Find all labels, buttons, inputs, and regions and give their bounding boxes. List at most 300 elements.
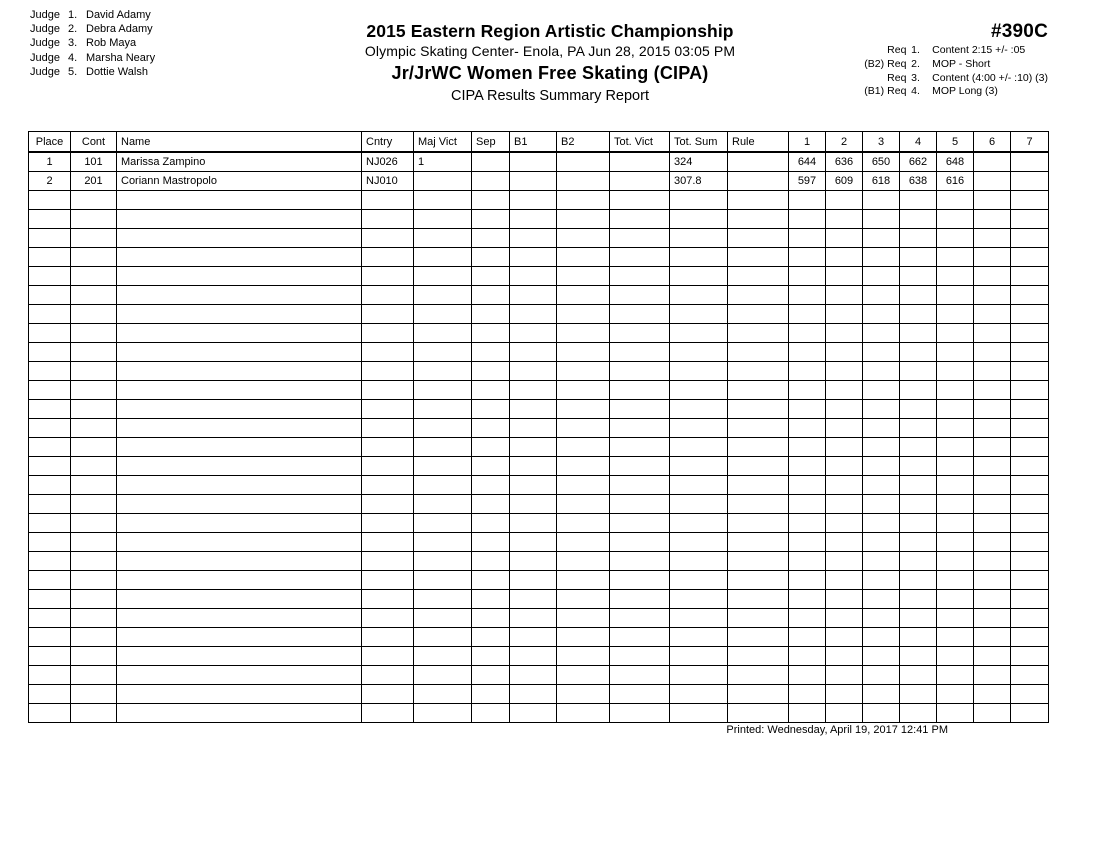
table-row-empty[interactable]: [29, 267, 1049, 286]
cell-tot_vict: [610, 704, 670, 723]
cell-name: [117, 647, 362, 666]
cell-cont: [71, 533, 117, 552]
judge-name: David Adamy: [86, 9, 151, 21]
cell-j6: [974, 362, 1011, 381]
cell-rule: [728, 400, 789, 419]
requirement-text: Content (4:00 +/- :10) (3): [932, 71, 1048, 84]
table-row-empty[interactable]: [29, 362, 1049, 381]
cell-cntry: [362, 533, 414, 552]
column-header-j7[interactable]: 7: [1011, 132, 1049, 153]
cell-j6: [974, 438, 1011, 457]
cell-j3: [863, 362, 900, 381]
cell-cntry: NJ010: [362, 172, 414, 191]
cell-j4: [900, 191, 937, 210]
cell-j1: [789, 609, 826, 628]
cell-j7: [1011, 704, 1049, 723]
cell-b2: [557, 362, 610, 381]
cell-j7: [1011, 438, 1049, 457]
cell-j5: [937, 495, 974, 514]
cell-place: [29, 571, 71, 590]
cell-maj_vict: [414, 267, 472, 286]
cell-j5: [937, 229, 974, 248]
column-header-sep[interactable]: Sep: [472, 132, 510, 153]
cell-tot_sum: [670, 685, 728, 704]
cell-j4: [900, 609, 937, 628]
cell-sep: [472, 343, 510, 362]
column-header-j6[interactable]: 6: [974, 132, 1011, 153]
cell-sep: [472, 419, 510, 438]
cell-tot_sum: [670, 305, 728, 324]
cell-tot_sum: [670, 267, 728, 286]
cell-j4: [900, 362, 937, 381]
column-header-name[interactable]: Name: [117, 132, 362, 153]
column-header-j4[interactable]: 4: [900, 132, 937, 153]
cell-b2: [557, 704, 610, 723]
cell-tot_sum: [670, 324, 728, 343]
cell-name: [117, 704, 362, 723]
cell-cont: [71, 362, 117, 381]
cell-place: [29, 438, 71, 457]
cell-j4: [900, 210, 937, 229]
cell-sep: [472, 229, 510, 248]
table-row-empty[interactable]: [29, 324, 1049, 343]
cell-sep: [472, 191, 510, 210]
cell-j5: [937, 533, 974, 552]
cell-j1: 597: [789, 172, 826, 191]
judge-name: Debra Adamy: [86, 23, 153, 36]
table-row-empty[interactable]: [29, 438, 1049, 457]
cell-cntry: [362, 343, 414, 362]
cell-name: [117, 476, 362, 495]
table-row-empty[interactable]: [29, 628, 1049, 647]
cell-tot_sum: [670, 552, 728, 571]
cell-j1: [789, 362, 826, 381]
cell-place: 1: [29, 152, 71, 172]
cell-j5: [937, 609, 974, 628]
cell-sep: [472, 362, 510, 381]
cell-cntry: [362, 324, 414, 343]
cell-maj_vict: [414, 438, 472, 457]
column-header-b2[interactable]: B2: [557, 132, 610, 153]
cell-j7: [1011, 305, 1049, 324]
cell-cont: [71, 685, 117, 704]
column-header-j3[interactable]: 3: [863, 132, 900, 153]
cell-j5: [937, 590, 974, 609]
cell-name: [117, 609, 362, 628]
table-row-empty[interactable]: [29, 457, 1049, 476]
cell-sep: [472, 400, 510, 419]
cell-b2: [557, 476, 610, 495]
cell-tot_vict: [610, 191, 670, 210]
cell-sep: [472, 628, 510, 647]
table-row-empty[interactable]: [29, 286, 1049, 305]
cell-j5: [937, 400, 974, 419]
cell-j1: [789, 286, 826, 305]
cell-cntry: [362, 267, 414, 286]
cell-rule: [728, 381, 789, 400]
cell-cont: [71, 476, 117, 495]
cell-tot_sum: [670, 419, 728, 438]
cell-j2: [826, 324, 863, 343]
cell-j5: [937, 438, 974, 457]
cell-rule: [728, 495, 789, 514]
cell-j5: [937, 343, 974, 362]
cell-tot_sum: [670, 248, 728, 267]
table-row-empty[interactable]: [29, 647, 1049, 666]
cell-tot_vict: [610, 628, 670, 647]
cell-j3: [863, 457, 900, 476]
cell-j6: [974, 210, 1011, 229]
requirement-row: [854, 44, 1048, 58]
cell-j6: [974, 533, 1011, 552]
cell-maj_vict: [414, 457, 472, 476]
cell-cntry: [362, 628, 414, 647]
cell-j2: [826, 305, 863, 324]
cell-tot_sum: [670, 229, 728, 248]
requirement-label: Req: [887, 71, 907, 84]
column-header-j2[interactable]: 2: [826, 132, 863, 153]
cell-j7: [1011, 628, 1049, 647]
judge-row: [30, 8, 155, 22]
cell-j2: [826, 457, 863, 476]
cell-j2: [826, 419, 863, 438]
cell-j3: [863, 495, 900, 514]
cell-name: [117, 438, 362, 457]
cell-tot_sum: 307.8: [670, 172, 728, 191]
table-row-empty[interactable]: [29, 571, 1049, 590]
cell-cont: [71, 609, 117, 628]
cell-cont: [71, 514, 117, 533]
requirement-number: 1.: [911, 44, 920, 56]
cell-cntry: [362, 438, 414, 457]
table-row-empty[interactable]: [29, 191, 1049, 210]
cell-j3: [863, 305, 900, 324]
cell-rule: [728, 666, 789, 685]
cell-j4: [900, 457, 937, 476]
cell-j4: [900, 305, 937, 324]
cell-b1: [510, 248, 557, 267]
cell-j4: [900, 324, 937, 343]
cell-name: [117, 495, 362, 514]
cell-b2: [557, 324, 610, 343]
cell-j3: [863, 324, 900, 343]
cell-j2: [826, 685, 863, 704]
cell-cntry: [362, 381, 414, 400]
column-header-j1[interactable]: 1: [789, 132, 826, 153]
cell-j3: [863, 381, 900, 400]
cell-cntry: [362, 590, 414, 609]
table-row-empty[interactable]: [29, 685, 1049, 704]
table-row-empty[interactable]: [29, 552, 1049, 571]
cell-j1: [789, 229, 826, 248]
cell-tot_vict: [610, 495, 670, 514]
cell-b1: [510, 172, 557, 191]
cell-b2: [557, 248, 610, 267]
cell-sep: [472, 286, 510, 305]
cell-place: [29, 666, 71, 685]
judge-row: [30, 51, 155, 65]
table-row[interactable]: [29, 172, 1049, 191]
cell-b1: [510, 286, 557, 305]
judge-name: Rob Maya: [86, 37, 137, 50]
cell-j1: [789, 305, 826, 324]
cell-tot_vict: [610, 362, 670, 381]
cell-b2: [557, 457, 610, 476]
cell-b2: [557, 609, 610, 628]
cell-sep: [472, 647, 510, 666]
cell-sep: [472, 438, 510, 457]
cell-cntry: [362, 685, 414, 704]
requirement-bonus-code: (B1): [864, 85, 885, 98]
cell-tot_sum: [670, 343, 728, 362]
cell-j3: [863, 343, 900, 362]
requirement-label: Req: [887, 57, 907, 70]
cell-name: [117, 571, 362, 590]
cell-j1: [789, 400, 826, 419]
cell-j1: [789, 704, 826, 723]
cell-b1: [510, 704, 557, 723]
requirement-row: [854, 72, 1048, 86]
cell-j2: [826, 495, 863, 514]
cell-j7: [1011, 571, 1049, 590]
cell-j4: [900, 552, 937, 571]
cell-rule: [728, 172, 789, 191]
cell-j7: [1011, 685, 1049, 704]
cell-j1: [789, 628, 826, 647]
cell-maj_vict: [414, 647, 472, 666]
cell-maj_vict: [414, 305, 472, 324]
cell-maj_vict: [414, 210, 472, 229]
cell-j3: [863, 191, 900, 210]
cell-j2: [826, 476, 863, 495]
cell-b1: [510, 229, 557, 248]
cell-j6: [974, 628, 1011, 647]
cell-j2: [826, 381, 863, 400]
judge-number: 5.: [68, 65, 78, 78]
table-row-empty[interactable]: [29, 590, 1049, 609]
table-row-empty[interactable]: [29, 305, 1049, 324]
column-header-cntry[interactable]: Cntry: [362, 132, 414, 153]
cell-j4: [900, 343, 937, 362]
cell-cntry: [362, 286, 414, 305]
cell-name: [117, 286, 362, 305]
cell-j5: [937, 628, 974, 647]
table-row-empty[interactable]: [29, 609, 1049, 628]
column-header-maj_vict[interactable]: Maj Vict: [414, 132, 472, 153]
cell-cont: [71, 191, 117, 210]
cell-j6: [974, 685, 1011, 704]
cell-place: [29, 476, 71, 495]
cell-j2: [826, 267, 863, 286]
cell-place: [29, 381, 71, 400]
cell-maj_vict: [414, 685, 472, 704]
cell-j3: 650: [863, 152, 900, 172]
cell-tot_sum: [670, 628, 728, 647]
cell-cntry: [362, 666, 414, 685]
cell-name: [117, 666, 362, 685]
cell-j3: [863, 419, 900, 438]
cell-rule: [728, 305, 789, 324]
cell-rule: [728, 571, 789, 590]
cell-j6: [974, 571, 1011, 590]
cell-maj_vict: [414, 609, 472, 628]
cell-j1: [789, 590, 826, 609]
cell-tot_sum: [670, 590, 728, 609]
cell-rule: [728, 210, 789, 229]
column-header-tot_sum[interactable]: Tot. Sum: [670, 132, 728, 153]
cell-j2: [826, 514, 863, 533]
table-row-empty[interactable]: [29, 533, 1049, 552]
cell-j6: [974, 286, 1011, 305]
cell-place: [29, 609, 71, 628]
cell-rule: [728, 704, 789, 723]
cell-rule: [728, 438, 789, 457]
cell-j6: [974, 590, 1011, 609]
cell-tot_vict: [610, 419, 670, 438]
cell-cntry: [362, 704, 414, 723]
cell-rule: [728, 457, 789, 476]
column-header-place[interactable]: Place: [29, 132, 71, 153]
cell-j7: [1011, 324, 1049, 343]
cell-maj_vict: [414, 362, 472, 381]
cell-j5: [937, 210, 974, 229]
cell-maj_vict: [414, 419, 472, 438]
cell-j4: [900, 229, 937, 248]
cell-cntry: [362, 647, 414, 666]
cell-j5: 648: [937, 152, 974, 172]
table-row-empty[interactable]: [29, 495, 1049, 514]
cell-cont: [71, 419, 117, 438]
cell-j4: [900, 476, 937, 495]
cell-j1: [789, 457, 826, 476]
cell-j1: [789, 248, 826, 267]
table-row-empty[interactable]: [29, 476, 1049, 495]
cell-j7: [1011, 457, 1049, 476]
cell-j7: [1011, 495, 1049, 514]
results-table: [28, 131, 1049, 723]
cell-j6: [974, 152, 1011, 172]
table-row-empty[interactable]: [29, 229, 1049, 248]
table-row-empty[interactable]: [29, 248, 1049, 267]
table-row-empty[interactable]: [29, 666, 1049, 685]
table-row-empty[interactable]: [29, 419, 1049, 438]
cell-sep: [472, 457, 510, 476]
cell-sep: [472, 267, 510, 286]
requirement-number: 3.: [911, 71, 920, 84]
cell-name: [117, 210, 362, 229]
cell-j4: [900, 248, 937, 267]
cell-maj_vict: [414, 628, 472, 647]
table-row-empty[interactable]: [29, 704, 1049, 723]
cell-j1: [789, 419, 826, 438]
cell-j2: [826, 248, 863, 267]
cell-b2: [557, 647, 610, 666]
cell-sep: [472, 381, 510, 400]
table-row[interactable]: [29, 152, 1049, 172]
requirements-list: [854, 44, 1048, 99]
cell-sep: [472, 210, 510, 229]
cell-j1: [789, 210, 826, 229]
cell-maj_vict: [414, 172, 472, 191]
cell-j3: [863, 647, 900, 666]
event-info-block: [854, 20, 1048, 99]
cell-cntry: [362, 476, 414, 495]
cell-j7: [1011, 191, 1049, 210]
cell-rule: [728, 343, 789, 362]
cell-j5: [937, 381, 974, 400]
column-header-tot_vict[interactable]: Tot. Vict: [610, 132, 670, 153]
cell-cntry: [362, 514, 414, 533]
cell-place: [29, 343, 71, 362]
cell-cont: [71, 305, 117, 324]
cell-b2: [557, 191, 610, 210]
table-row-empty[interactable]: [29, 381, 1049, 400]
cell-cont: [71, 571, 117, 590]
cell-place: [29, 457, 71, 476]
cell-name: [117, 533, 362, 552]
cell-maj_vict: [414, 552, 472, 571]
cell-j3: [863, 609, 900, 628]
cell-j7: [1011, 172, 1049, 191]
cell-b1: [510, 362, 557, 381]
column-header-b1[interactable]: B1: [510, 132, 557, 153]
cell-b2: [557, 552, 610, 571]
cell-rule: [728, 514, 789, 533]
cell-b2: [557, 172, 610, 191]
cell-j6: [974, 704, 1011, 723]
cell-j6: [974, 191, 1011, 210]
table-row-empty[interactable]: [29, 210, 1049, 229]
cell-tot_sum: [670, 647, 728, 666]
cell-tot_vict: [610, 666, 670, 685]
report-title-block: [240, 20, 860, 107]
cell-b2: [557, 229, 610, 248]
column-header-cont[interactable]: Cont: [71, 132, 117, 153]
cell-place: [29, 590, 71, 609]
cell-sep: [472, 324, 510, 343]
cell-place: [29, 286, 71, 305]
cell-j6: [974, 457, 1011, 476]
cell-maj_vict: [414, 666, 472, 685]
cell-j6: [974, 400, 1011, 419]
table-row-empty[interactable]: [29, 400, 1049, 419]
table-row-empty[interactable]: [29, 514, 1049, 533]
cell-b2: [557, 381, 610, 400]
cell-place: [29, 362, 71, 381]
cell-b1: [510, 267, 557, 286]
cell-tot_vict: [610, 476, 670, 495]
cell-b2: [557, 286, 610, 305]
cell-j2: [826, 191, 863, 210]
cell-tot_sum: [670, 533, 728, 552]
cell-j5: [937, 647, 974, 666]
cell-j2: [826, 552, 863, 571]
cell-sep: [472, 666, 510, 685]
column-header-rule[interactable]: Rule: [728, 132, 789, 153]
cell-j5: [937, 514, 974, 533]
cell-cont: [71, 628, 117, 647]
column-header-j5[interactable]: 5: [937, 132, 974, 153]
table-row-empty[interactable]: [29, 343, 1049, 362]
cell-name: [117, 628, 362, 647]
cell-j7: [1011, 362, 1049, 381]
cell-j7: [1011, 229, 1049, 248]
cell-sep: [472, 305, 510, 324]
cell-j4: [900, 590, 937, 609]
cell-j6: [974, 324, 1011, 343]
cell-name: [117, 457, 362, 476]
cell-tot_vict: [610, 514, 670, 533]
